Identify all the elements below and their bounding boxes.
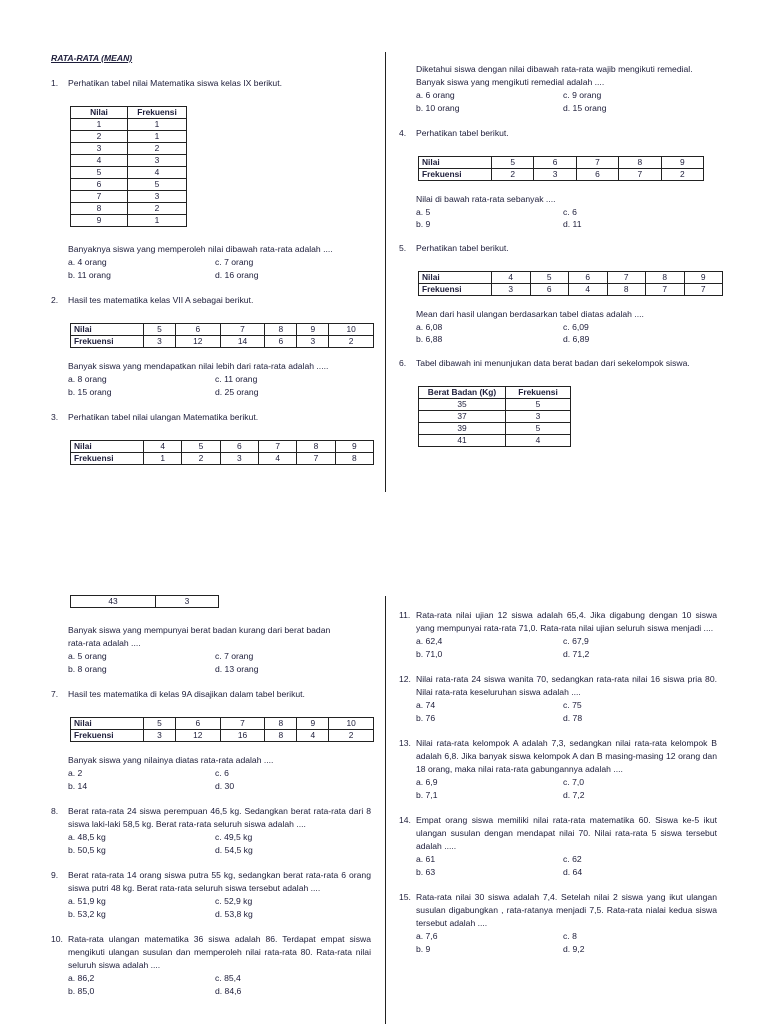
table-cell: 8 [71, 203, 128, 215]
table-cell: 7 [684, 284, 723, 296]
table-cell: 43 [71, 596, 156, 608]
option-d[interactable]: d. 11 [563, 219, 582, 229]
table-cell: 2 [182, 453, 220, 465]
table-cell: 3 [220, 453, 258, 465]
table-cell: 5 [71, 167, 128, 179]
question-number: 9. [51, 870, 59, 880]
table-cell: 1 [144, 453, 182, 465]
table-cell: 3 [128, 155, 187, 167]
table-cell: 6 [175, 324, 220, 336]
answer-options [399, 635, 717, 661]
question-number: 6. [399, 358, 407, 368]
option-d[interactable]: d. 15 orang [563, 103, 607, 113]
table-cell: 3 [492, 284, 531, 296]
question-8 [51, 805, 371, 857]
question-13 [399, 737, 717, 802]
question-6 [399, 357, 717, 447]
table-cell: 5 [144, 324, 176, 336]
answer-options [51, 650, 371, 676]
table-header: Frekuensi [128, 107, 187, 119]
row-label: Nilai [419, 272, 492, 284]
option-c[interactable]: c. 75 [563, 700, 582, 710]
table-cell: 35 [419, 399, 506, 411]
row-label: Frekuensi [71, 336, 144, 348]
table-cell: 16 [220, 730, 265, 742]
table-header: Berat Badan (Kg) [419, 387, 506, 399]
question-number: 13. [399, 738, 411, 748]
table-header: Nilai [71, 107, 128, 119]
table-row [71, 179, 187, 191]
option-a[interactable]: a. 4 orang [68, 257, 107, 267]
question-text: Perhatikan tabel nilai Matematika siswa kelas IX berikut. [68, 78, 282, 88]
option-a[interactable]: a. 74 [416, 700, 436, 710]
question-number: 2. [51, 295, 59, 305]
option-c[interactable]: c. 11 orang [215, 374, 258, 384]
row-label: Frekuensi [419, 169, 492, 181]
table-cell: 3 [506, 411, 571, 423]
table-row [419, 435, 571, 447]
answer-options [399, 776, 717, 802]
answer-options [51, 256, 371, 282]
table-row [419, 169, 704, 181]
table-row [419, 157, 704, 169]
option-a[interactable]: a. 61 [416, 854, 436, 864]
question-5 [399, 242, 717, 345]
option-a[interactable]: a. 6 orang [416, 90, 455, 100]
table-cell: 7 [607, 272, 646, 284]
option-b[interactable]: b. 63 [416, 867, 436, 877]
table-row [419, 423, 571, 435]
table-row [71, 730, 374, 742]
table-cell: 8 [297, 441, 335, 453]
question-11 [399, 609, 717, 661]
option-a[interactable]: a. 48,5 kg [68, 832, 106, 842]
option-b[interactable]: b. 9 [416, 219, 431, 229]
table-cell: 2 [329, 730, 374, 742]
question-12 [399, 673, 717, 725]
table-cell: 1 [71, 119, 128, 131]
option-a[interactable]: a. 86,2 [68, 973, 95, 983]
option-b[interactable]: b. 14 [68, 781, 88, 791]
question-prompt: Diketahui siswa dengan nilai dibawah rata-rata wajib mengikuti remedial. [416, 64, 693, 74]
question-7 [51, 688, 371, 793]
table-cell: 3 [144, 730, 176, 742]
question-text: Hasil tes matematika kelas VII A sebagai berikut. [68, 295, 254, 305]
option-b[interactable]: b. 76 [416, 713, 436, 723]
table-row [419, 284, 723, 296]
table-row [71, 324, 374, 336]
question-text: Rata-rata nilai ujian 12 siswa adalah 65,4. Jika digabung dengan 10 siswa yang mempunyai rata-rata 71,0. Rata-rata nilai ujian seluruh siswa menjadi .... [416, 610, 717, 633]
table-cell: 4 [128, 167, 187, 179]
option-d[interactable]: d. 54,5 kg [215, 845, 253, 855]
question-number: 1. [51, 78, 59, 88]
table-cell: 14 [220, 336, 265, 348]
table-cell: 5 [144, 718, 176, 730]
row-label: Frekuensi [419, 284, 492, 296]
table-cell: 5 [492, 157, 534, 169]
answer-options [399, 853, 717, 879]
table-cell: 1 [128, 131, 187, 143]
option-d[interactable]: d. 53,8 kg [215, 909, 253, 919]
table-cell: 5 [128, 179, 187, 191]
answer-options [51, 767, 371, 793]
row-label: Frekuensi [71, 730, 144, 742]
question-prompt: Banyaknya siswa yang memperoleh nilai dibawah rata-rata adalah .... [68, 244, 333, 254]
table-cell: 6 [71, 179, 128, 191]
option-c[interactable]: c. 49,5 kg [215, 832, 253, 842]
option-c[interactable]: c. 7 orang [215, 651, 254, 661]
column-divider [385, 596, 386, 1024]
option-d[interactable]: d. 64 [563, 867, 583, 877]
question-prompt: rata-rata adalah .... [68, 638, 141, 648]
row-label: Nilai [71, 324, 144, 336]
table-row [71, 131, 187, 143]
question-number: 5. [399, 243, 407, 253]
table-cell: 3 [128, 191, 187, 203]
answer-options [51, 972, 371, 998]
question-15 [399, 891, 717, 956]
table-cell: 5 [506, 423, 571, 435]
table-cell: 7 [220, 718, 265, 730]
option-b[interactable]: b. 8 orang [68, 664, 107, 674]
table-row [71, 453, 374, 465]
table-row [419, 411, 571, 423]
question-text: Rata-rata nilai 30 siswa adalah 7,4. Setelah nilai 2 siswa yang ikut ulangan susulan digabungkan , rata-ratanya menjadi 7,5. Rata-rata nialai kedua siswa tersebut adalah .... [416, 892, 717, 928]
answer-options [51, 895, 371, 921]
option-c[interactable]: c. 9 orang [563, 90, 602, 100]
table-row [419, 272, 723, 284]
q7-frequency-table [70, 717, 374, 742]
table-cell: 5 [182, 441, 220, 453]
option-c[interactable]: c. 7 orang [215, 257, 254, 267]
option-c[interactable]: c. 6,09 [563, 322, 589, 332]
table-cell: 3 [534, 169, 576, 181]
table-row [71, 215, 187, 227]
table-cell: 1 [128, 215, 187, 227]
table-cell: 5 [506, 399, 571, 411]
answer-options [399, 321, 717, 345]
table-cell: 2 [492, 169, 534, 181]
table-cell: 7 [619, 169, 661, 181]
table-cell: 8 [619, 157, 661, 169]
option-a[interactable]: a. 6,08 [416, 322, 443, 332]
right-column [399, 63, 717, 447]
option-b[interactable]: b. 7,1 [416, 790, 438, 800]
table-cell: 7 [297, 453, 335, 465]
question-text: Tabel dibawah ini menunjukan data berat badan dari sekelompok siswa. [416, 358, 690, 368]
table-cell: 2 [661, 169, 703, 181]
left-column [51, 52, 371, 465]
table-cell: 41 [419, 435, 506, 447]
question-text: Berat rata-rata 24 siswa perempuan 46,5 kg. Sedangkan berat rata-rata dari 8 siswa laki-laki 58,5 kg. Berat rata-rata seluruh siswa adalah .... [68, 806, 371, 829]
option-b[interactable]: b. 9 [416, 944, 431, 954]
question-number: 7. [51, 689, 59, 699]
table-cell: 8 [265, 730, 297, 742]
table-cell: 6 [265, 336, 297, 348]
table-cell: 9 [661, 157, 703, 169]
table-cell: 8 [265, 718, 297, 730]
table-cell: 5 [530, 272, 569, 284]
table-cell: 4 [71, 155, 128, 167]
option-d[interactable]: d. 6,89 [563, 334, 590, 344]
table-cell: 4 [144, 441, 182, 453]
table-cell: 7 [220, 324, 265, 336]
question-9 [51, 869, 371, 921]
q1-frequency-table [70, 106, 187, 227]
table-cell: 6 [530, 284, 569, 296]
q2-frequency-table [70, 323, 374, 348]
q6-weight-table [418, 386, 571, 447]
option-d[interactable]: d. 9,2 [563, 944, 585, 954]
table-cell: 8 [646, 272, 685, 284]
table-row [71, 336, 374, 348]
table-cell: 3 [144, 336, 176, 348]
table-cell: 2 [329, 336, 374, 348]
option-b[interactable]: b. 50,5 kg [68, 845, 106, 855]
table-cell: 6 [569, 272, 608, 284]
option-d[interactable]: d. 78 [563, 713, 583, 723]
table-cell: 37 [419, 411, 506, 423]
option-c[interactable]: c. 67,9 [563, 636, 589, 646]
option-b[interactable]: b. 71,0 [416, 649, 443, 659]
question-text: Berat rata-rata 14 orang siswa putra 55 kg, sedangkan berat rata-rata 6 orang siswa putri 48 kg. Berat rata-rata seluruh siswa tersebut adalah .... [68, 870, 371, 893]
table-cell: 12 [175, 336, 220, 348]
option-d[interactable]: d. 13 orang [215, 664, 259, 674]
option-b[interactable]: b. 53,2 kg [68, 909, 106, 919]
option-d[interactable]: d. 16 orang [215, 270, 259, 280]
right-column [399, 609, 717, 956]
table-cell: 6 [175, 718, 220, 730]
question-number: 14. [399, 815, 411, 825]
question-10 [51, 933, 371, 998]
question-1 [51, 77, 371, 282]
table-cell: 8 [607, 284, 646, 296]
question-text: Perhatikan tabel berikut. [416, 128, 509, 138]
question-text: Empat orang siswa memiliki nilai rata-rata matematika 60. Siswa ke-5 ikut ulangan susulan dengan mendapat nilai 70. Nilai rata-rata 5 siswa tersebut adalah ..... [416, 815, 717, 851]
option-a[interactable]: a. 2 [68, 768, 83, 778]
question-prompt: Mean dari hasil ulangan berdasarkan tabel diatas adalah .... [416, 309, 644, 319]
answer-options [399, 89, 717, 115]
option-d[interactable]: d. 7,2 [563, 790, 585, 800]
table-cell: 6 [534, 157, 576, 169]
option-c[interactable]: c. 62 [563, 854, 582, 864]
answer-options [399, 930, 717, 956]
question-number: 3. [51, 412, 59, 422]
table-cell: 9 [335, 441, 373, 453]
question-number: 10. [51, 934, 63, 944]
table-cell: 10 [329, 718, 374, 730]
table-cell: 7 [71, 191, 128, 203]
table-cell: 7 [646, 284, 685, 296]
table-cell: 2 [128, 203, 187, 215]
option-c[interactable]: c. 8 [563, 931, 577, 941]
option-c[interactable]: c. 6 [563, 207, 577, 217]
table-cell: 3 [297, 336, 329, 348]
table-cell: 4 [258, 453, 296, 465]
answer-options [399, 699, 717, 725]
table-cell: 6 [576, 169, 618, 181]
question-3 [51, 411, 371, 465]
option-d[interactable]: d. 84,6 [215, 986, 242, 996]
table-row [419, 399, 571, 411]
table-cell: 1 [128, 119, 187, 131]
answer-options [399, 206, 717, 230]
table-cell: 9 [684, 272, 723, 284]
table-cell: 8 [265, 324, 297, 336]
option-b[interactable]: b. 6,88 [416, 334, 443, 344]
option-d[interactable]: d. 71,2 [563, 649, 590, 659]
table-cell: 4 [492, 272, 531, 284]
table-cell: 4 [297, 730, 329, 742]
table-cell: 10 [329, 324, 374, 336]
table-cell: 7 [258, 441, 296, 453]
table-row [71, 203, 187, 215]
left-column [51, 595, 371, 998]
option-a[interactable]: a. 5 orang [68, 651, 107, 661]
table-cell: 9 [297, 718, 329, 730]
question-number: 8. [51, 806, 59, 816]
question-number: 4. [399, 128, 407, 138]
table-row [71, 191, 187, 203]
table-row [71, 119, 187, 131]
question-text: Nilai rata-rata 24 siswa wanita 70, sedangkan rata-rata nilai 16 siswa pria 80. Nilai rata-rata keseluruhan siswa adalah .... [416, 674, 717, 697]
question-number: 12. [399, 674, 411, 684]
option-a[interactable]: a. 7,6 [416, 931, 438, 941]
section-title: RATA-RATA (MEAN) [51, 53, 133, 63]
table-cell: 9 [71, 215, 128, 227]
table-cell: 2 [71, 131, 128, 143]
option-b[interactable]: b. 85,0 [68, 986, 95, 996]
option-a[interactable]: a. 62,4 [416, 636, 443, 646]
option-b[interactable]: b. 10 orang [416, 103, 460, 113]
question-4 [399, 127, 717, 230]
table-cell: 9 [297, 324, 329, 336]
option-a[interactable]: a. 6,9 [416, 777, 438, 787]
q6-weight-table-continued [70, 595, 219, 608]
document-page-2 [0, 592, 768, 1024]
table-cell: 3 [71, 143, 128, 155]
option-d[interactable]: d. 25 orang [215, 387, 259, 397]
option-d[interactable]: d. 30 [215, 781, 235, 791]
option-b[interactable]: b. 15 orang [68, 387, 112, 397]
table-cell: 39 [419, 423, 506, 435]
answer-options [51, 373, 371, 399]
option-a[interactable]: a. 5 [416, 207, 431, 217]
table-cell: 4 [506, 435, 571, 447]
question-text: Rata-rata ulangan matematika 36 siswa adalah 86. Terdapat empat siswa mengikuti ulangan susulan dan memperoleh nilai rata-rata 80. Rata-rata nilai seluruh siswa adalah .... [68, 934, 371, 970]
table-cell: 3 [156, 596, 219, 608]
question-prompt: Banyak siswa yang mempunyai berat badan kurang dari berat badan [68, 625, 331, 635]
option-a[interactable]: a. 8 orang [68, 374, 107, 384]
question-prompt: Banyak siswa yang mengikuti remedial adalah .... [416, 77, 605, 87]
option-c[interactable]: c. 85,4 [215, 973, 241, 983]
table-row [71, 167, 187, 179]
question-number: 15. [399, 892, 411, 902]
page-gap [0, 548, 768, 592]
row-label: Nilai [71, 441, 144, 453]
question-2 [51, 294, 371, 399]
table-row [71, 718, 374, 730]
table-header: Frekuensi [506, 387, 571, 399]
question-text: Hasil tes matematika di kelas 9A disajikan dalam tabel berikut. [68, 689, 305, 699]
column-divider [385, 52, 386, 492]
q3-frequency-table [70, 440, 374, 465]
table-row [71, 155, 187, 167]
row-label: Frekuensi [71, 453, 144, 465]
question-prompt: Nilai di bawah rata-rata sebanyak .... [416, 194, 556, 204]
option-a[interactable]: a. 51,9 kg [68, 896, 106, 906]
table-cell: 6 [220, 441, 258, 453]
table-cell: 8 [335, 453, 373, 465]
question-14 [399, 814, 717, 879]
question-prompt: Banyak siswa yang mendapatkan nilai lebih dari rata-rata adalah ..... [68, 361, 329, 371]
table-row [71, 596, 219, 608]
table-cell: 7 [576, 157, 618, 169]
option-b[interactable]: b. 11 orang [68, 270, 111, 280]
table-cell: 4 [569, 284, 608, 296]
table-cell: 12 [175, 730, 220, 742]
question-text: Perhatikan tabel berikut. [416, 243, 509, 253]
q5-frequency-table [418, 271, 723, 296]
option-c[interactable]: c. 52,9 kg [215, 896, 253, 906]
question-prompt: Banyak siswa yang nilainya diatas rata-rata adalah .... [68, 755, 274, 765]
question-text: Perhatikan tabel nilai ulangan Matematika berikut. [68, 412, 259, 422]
table-cell: 2 [128, 143, 187, 155]
question-number: 11. [399, 610, 411, 620]
question-text: Nilai rata-rata kelompok A adalah 7,3, sedangkan nilai rata-rata kelompok B adalah 6,8. Jika banyak siswa kelompok A dan B masing-masing 12 orang dan 18 orang, maka nilai rata-rata gabungannya adalah .... [416, 738, 717, 774]
table-row [71, 143, 187, 155]
table-row [71, 441, 374, 453]
row-label: Nilai [71, 718, 144, 730]
q4-frequency-table [418, 156, 704, 181]
option-c[interactable]: c. 6 [215, 768, 229, 778]
answer-options [51, 831, 371, 857]
row-label: Nilai [419, 157, 492, 169]
option-c[interactable]: c. 7,0 [563, 777, 585, 787]
